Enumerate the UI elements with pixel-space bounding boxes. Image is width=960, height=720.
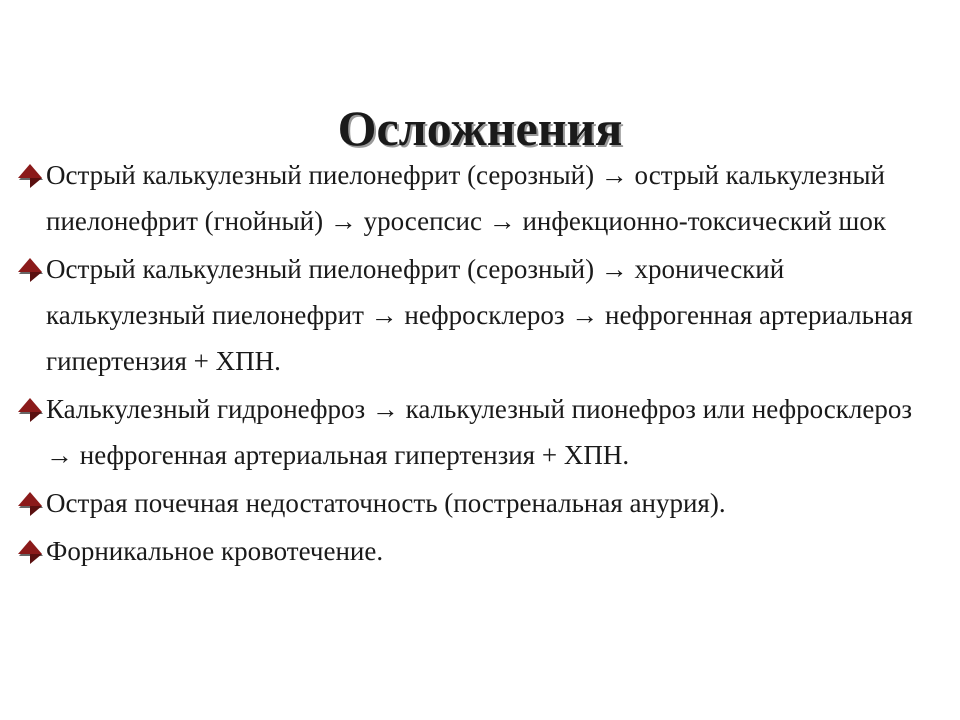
bullet-text: Острый калькулезный пиелонефрит (серозный) → хронический калькулезный пиелонефрит → нефросклероз → нефрогенная артериальная гипертензия + ХПН.	[46, 254, 913, 376]
arrow-bullet-icon	[14, 160, 44, 190]
bullet-text: Острый калькулезный пиелонефрит (серозный) → острый калькулезный пиелонефрит (гнойный) → уросепсис → инфекционно-токсический шок	[46, 160, 886, 236]
arrow-bullet-icon	[14, 394, 44, 424]
slide-title: Осложнения	[337, 100, 623, 156]
bullet-item-3	[0, 386, 960, 478]
bullet-item-1	[0, 152, 960, 244]
arrow-bullet-icon	[14, 536, 44, 566]
arrow-bullet-icon	[14, 254, 44, 284]
bullet-item-5	[0, 528, 960, 574]
arrow-bullet-icon	[14, 488, 44, 518]
bullet-text: Форникальное кровотечение.	[46, 536, 384, 566]
bullet-text: Острая почечная недостаточность (постренальная анурия).	[46, 488, 726, 518]
bullet-item-4	[0, 480, 960, 526]
bullet-list	[0, 152, 960, 576]
bullet-text: Калькулезный гидронефроз → калькулезный пионефроз или нефросклероз → нефрогенная артериальная гипертензия + ХПН.	[46, 394, 912, 470]
bullet-item-2	[0, 246, 960, 384]
